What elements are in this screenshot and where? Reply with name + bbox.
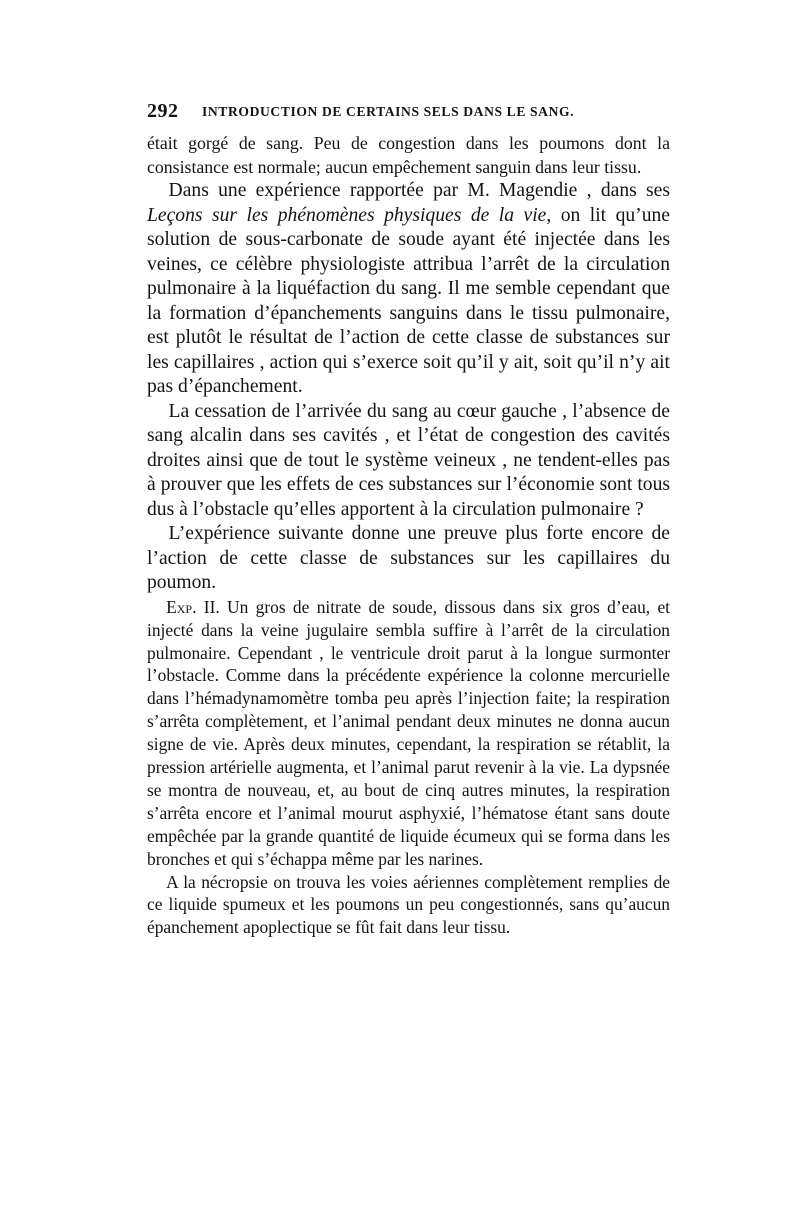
paragraph-magendie: [147, 179, 670, 400]
paragraph-continuation: était gorgé de sang. Peu de congestion dans les poumons dont la consistance est normale; aucun empêchement sanguin dans leur tissu.: [147, 133, 670, 177]
paragraph-cessation: La cessation de l’arrivée du sang au cœur gauche , l’absence de sang alcalin dans ses cavités , et l’état de congestion des cavités droites ainsi que de tout le système veineux , ne tendent-elles pas à prouver que les effets de ces substances sur l’économie sont tous dus à l’obstacle qu’elles apportent à la circulation pulmonaire ?: [147, 400, 670, 520]
magendie-book-title: Leçons sur les phénomènes physiques de la vie: [147, 204, 547, 226]
page-number: 292: [147, 100, 179, 122]
page-header: [147, 100, 667, 126]
exp-label: Exp. II.: [166, 596, 220, 617]
body-text: [147, 132, 670, 939]
paragraph-experience: L’expérience suivante donne une preuve plus forte encore de l’action de cette classe de substances sur les capillaires du poumon.: [147, 523, 670, 594]
exp-text: Un gros de nitrate de soude, dissous dans six gros d’eau, et injecté dans la veine jugulaire sembla suffire à l’arrêt de la circulation pulmonaire. Cependant , le ventricule droit parut à la longue surmonter l’obstacle. Comme dans la précédente expérience la colonne mercurielle dans l’hémadynamomètre tomba peu après l’injection faite; la respiration s’arrêta complètement, et l’animal pendant deux minutes ne donna aucun signe de vie. Après deux minutes, cependant, la respiration se rétablit, la pression artérielle augmenta, et l’animal parut revenir à la vie. La dypsnée se montra de nouveau, et, au bout de cinq autres minutes, la respiration s’arrêta encore et l’animal mourut asphyxié, l’hématose étant sans doute empêchée par la grande quantité de liquide écumeux qui se forma dans les bronches et qui s’échappa même par les narines.: [147, 596, 671, 869]
paragraph-exp-ii: [147, 596, 670, 871]
magendie-rest: , on lit qu’une solution de sous-carbonate de soude ayant été injectée dans les veines, ce célèbre physiologiste attribua l’arrêt de la circulation pulmonaire à la liquéfaction du sang. Il me semble cependant que la formation d’épanchements sanguins dans le tissu pulmonaire, est plutôt le résultat de l’action de cette classe de substances sur les capillaires , action qui s’exerce soit qu’il y ait, soit qu’il n’y ait pas d’épanchement.: [147, 204, 670, 398]
paragraph-necropsie: A la nécropsie on trouva les voies aériennes complètement remplies de ce liquide spumeux et les poumons un peu congestionnés, sans qu’aucun épanchement apoplectique se fût fait dans leur tissu.: [147, 871, 670, 938]
magendie-intro: Dans une expérience rapportée par M. Magendie , dans ses: [168, 180, 670, 202]
running-title: INTRODUCTION DE CERTAINS SELS DANS LE SANG.: [202, 104, 575, 119]
